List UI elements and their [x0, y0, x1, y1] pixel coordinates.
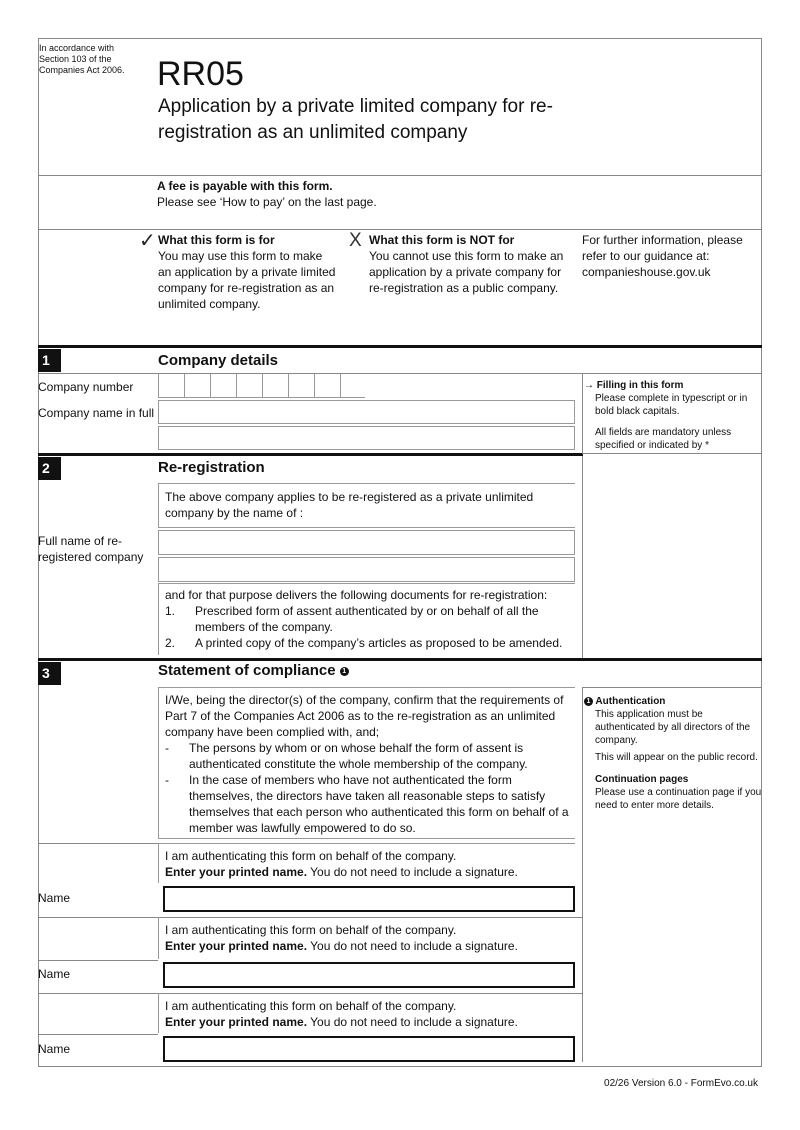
- info-icon: 1: [340, 667, 349, 676]
- form-for: [158, 232, 338, 312]
- full-name-input-line2[interactable]: [158, 557, 575, 582]
- fee-notice: A fee is payable with this form.: [157, 179, 333, 193]
- compliance-statement: [165, 692, 577, 836]
- tick-icon: ✓: [139, 230, 156, 252]
- list-item: - The persons by whom or on whose behalf the form of assent is authenticated constitute the whole membership of the company.: [165, 741, 528, 771]
- documents-box: [158, 583, 575, 655]
- continuation-title: Continuation pages: [595, 774, 689, 785]
- frame-top: [38, 38, 762, 39]
- section-number: 2: [38, 457, 61, 480]
- authentication-text: This application must be authenticated by all directors of the company.: [595, 709, 751, 746]
- company-number-input[interactable]: [158, 374, 365, 398]
- section-number: 3: [38, 662, 61, 685]
- section-title: Company details: [158, 352, 279, 369]
- section-divider: [38, 453, 583, 456]
- auth-instruction-rest: You do not need to include a signature.: [307, 939, 518, 953]
- re-registration-statement-box: [158, 483, 575, 528]
- name-label: Name: [38, 1042, 71, 1056]
- company-number-label: Company number: [38, 380, 134, 394]
- filling-text1: Please complete in typescript or in bold black capitals.: [595, 393, 748, 417]
- company-name-input-line2[interactable]: [158, 426, 575, 450]
- full-name-input-line1[interactable]: [158, 530, 575, 555]
- filling-guidance: [584, 379, 762, 452]
- auth-instruction-bold: Enter your printed name.: [165, 865, 308, 879]
- auth-instruction-rest: You do not need to include a signature.: [307, 865, 518, 879]
- version-footer: 02/26 Version 6.0 - FormEvo.co.uk: [604, 1078, 758, 1089]
- re-registration-statement: The above company applies to be re-registered as a private unlimited company by the name of :: [165, 490, 534, 520]
- name-input-3[interactable]: [163, 1036, 575, 1062]
- name-label: Name: [38, 891, 71, 905]
- continuation-text: Please use a continuation page if you need to enter more details.: [595, 787, 762, 811]
- side-divider: [582, 687, 583, 1062]
- form-code: RR05: [157, 55, 244, 93]
- arrow-icon: →: [584, 380, 594, 391]
- frame-right: [761, 38, 762, 1066]
- full-name-label: Full name of re-registered company: [38, 534, 144, 564]
- info-icon: 1: [584, 697, 593, 706]
- divider: [38, 1034, 158, 1035]
- form-not-for-title: What this form is NOT for: [369, 233, 515, 247]
- filling-text2: All fields are mandatory unless specified or indicated by *: [595, 427, 732, 451]
- divider: [582, 453, 762, 454]
- auth-instruction-rest: You do not need to include a signature.: [307, 1015, 518, 1029]
- list-item: - In the case of members who have not authenticated the form themselves, the directors have taken all reasonable steps to satisfy themselves that each person who authenticated this form on behalf of a member was lawfully empowered to do so.: [165, 773, 569, 835]
- section-number: 1: [38, 349, 61, 372]
- auth-block: [158, 993, 575, 1033]
- documents-intro: and for that purpose delivers the following documents for re-registration:: [165, 588, 548, 602]
- company-name-input-line1[interactable]: [158, 400, 575, 424]
- side-divider: [582, 374, 583, 659]
- list-item: 2. A printed copy of the company’s articles as proposed to be amended.: [165, 636, 563, 650]
- auth-instruction: I am authenticating this form on behalf of the company.: [165, 849, 457, 863]
- filling-title: Filling in this form: [596, 380, 684, 391]
- section-title: Statement of compliance 1: [158, 662, 349, 679]
- auth-block: [158, 917, 575, 959]
- documents-list: [165, 587, 570, 651]
- name-input-2[interactable]: [163, 962, 575, 988]
- fee-guidance: Please see ‘How to pay’ on the last page.: [157, 195, 377, 209]
- public-record-text: This will appear on the public record.: [595, 752, 758, 763]
- form-not-for: [369, 232, 564, 296]
- authentication-title: Authentication: [595, 696, 666, 707]
- form-title: Application by a private limited company for re-registration as an unlimited company: [158, 96, 553, 143]
- auth-block: [158, 843, 575, 883]
- cross-icon: X: [349, 230, 362, 251]
- auth-instruction-bold: Enter your printed name.: [165, 939, 308, 953]
- auth-instruction: I am authenticating this form on behalf of the company.: [165, 923, 457, 937]
- company-name-label: Company name in full: [38, 406, 155, 420]
- section-divider: [38, 345, 762, 348]
- divider: [38, 373, 762, 374]
- form-for-text: You may use this form to make an application by a private limited company for re-registration as an unlimited company.: [158, 249, 336, 311]
- form-not-for-text: You cannot use this form to make an application by a private company for re-registration as a public company.: [369, 249, 564, 295]
- divider: [38, 175, 762, 176]
- auth-instruction: I am authenticating this form on behalf of the company.: [165, 999, 457, 1013]
- list-item: 1. Prescribed form of assent authenticated by or on behalf of all the members of the company.: [165, 604, 539, 634]
- name-input-1[interactable]: [163, 886, 575, 912]
- compliance-intro: I/We, being the director(s) of the company, confirm that the requirements of Part 7 of the Companies Act 2006 as to the re-registration as an unlimited company have been complied with, and;: [165, 693, 564, 739]
- authentication-guidance: [584, 695, 762, 812]
- divider: [582, 687, 762, 688]
- form-for-title: What this form is for: [158, 233, 275, 247]
- divider: [38, 843, 158, 844]
- legal-note: In accordance with Section 103 of the Companies Act 2006.: [39, 43, 125, 75]
- section-title: Re-registration: [158, 459, 265, 476]
- further-info: For further information, please refer to our guidance at: companieshouse.gov.uk: [582, 233, 743, 279]
- frame-bottom: [38, 1066, 762, 1067]
- name-label: Name: [38, 967, 71, 981]
- section-divider: [38, 658, 762, 661]
- divider: [38, 960, 158, 961]
- compliance-statement-box: [158, 687, 575, 839]
- auth-instruction-bold: Enter your printed name.: [165, 1015, 308, 1029]
